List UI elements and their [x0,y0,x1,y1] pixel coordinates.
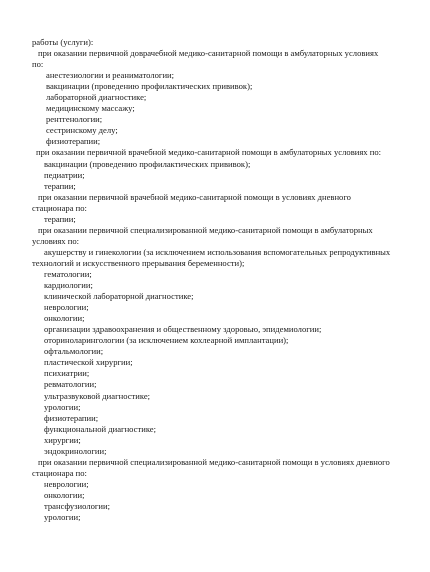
text-line: кардиологии; [44,280,93,291]
text-line: при оказании первичной специализированной медико-санитарной помощи в амбулаторных [38,224,373,235]
text-line: гематологии; [44,268,92,279]
text-line: урологии; [44,401,81,412]
text-line: технологий и искусственного прерывания беременности); [32,257,245,268]
text-line: при оказании первичной доврачебной медико-санитарной помощи в амбулаторных условиях [38,48,379,59]
text-line: терапии; [44,180,76,191]
text-line: ультразвуковой диагностике; [44,390,151,401]
text-line: сестринскому делу; [46,125,118,136]
text-line: условиях по: [32,235,80,246]
text-line: пластической хирургии; [44,357,133,368]
text-line: стационара по: [32,202,87,213]
text-line: физиотерапии; [46,136,101,147]
text-line: вакцинации (проведению профилактических прививок); [44,158,251,169]
text-line: акушерству и гинекологии (за исключением использования вспомогательных репродуктивных [44,246,391,257]
text-line: вакцинации (проведению профилактических прививок); [46,81,253,92]
text-line: работы (услуги): [32,37,94,47]
text-line: онкологии; [44,313,85,324]
text-line: функциональной диагностике; [44,423,157,434]
text-line: лабораторной диагностике; [46,92,147,103]
text-line: эндокринологии; [44,445,107,456]
text-line: терапии; [44,213,76,224]
text-line: трансфузиологии; [44,500,111,511]
text-line: урологии; [44,512,81,523]
text-line: по: [32,59,44,70]
text-line: офтальмологии; [44,346,104,357]
text-line: онкологии; [44,489,85,500]
text-line: при оказании первичной врачебной медико-санитарной помощи в амбулаторных условиях по: [36,147,382,158]
text-line: при оказании первичной врачебной медико-санитарной помощи в условиях дневного [38,191,351,202]
text-line: стационара по: [32,467,87,478]
text-line: неврологии; [44,302,89,313]
text-line: хирургии; [44,434,81,445]
text-line: при оказании первичной специализированной медико-санитарной помощи в условиях дневного [38,456,390,467]
text-line: медицинскому массажу; [46,103,135,114]
text-line: рентгенологии; [46,114,103,125]
text-line: неврологии; [44,478,89,489]
text-line: педиатрии; [44,169,85,180]
text-line: анестезиологии и реаниматологии; [46,70,175,81]
document-body [32,37,418,523]
text-line: организации здравоохранения и общественному здоровью, эпидемиологии; [44,324,322,335]
text-line: физиотерапии; [44,412,99,423]
text-line: психиатрии; [44,368,90,379]
text-line: оториноларингологии (за исключением кохлеарной имплантации); [44,335,289,346]
text-line: клинической лабораторной диагностике; [44,291,194,302]
text-line: ревматологии; [44,379,97,390]
